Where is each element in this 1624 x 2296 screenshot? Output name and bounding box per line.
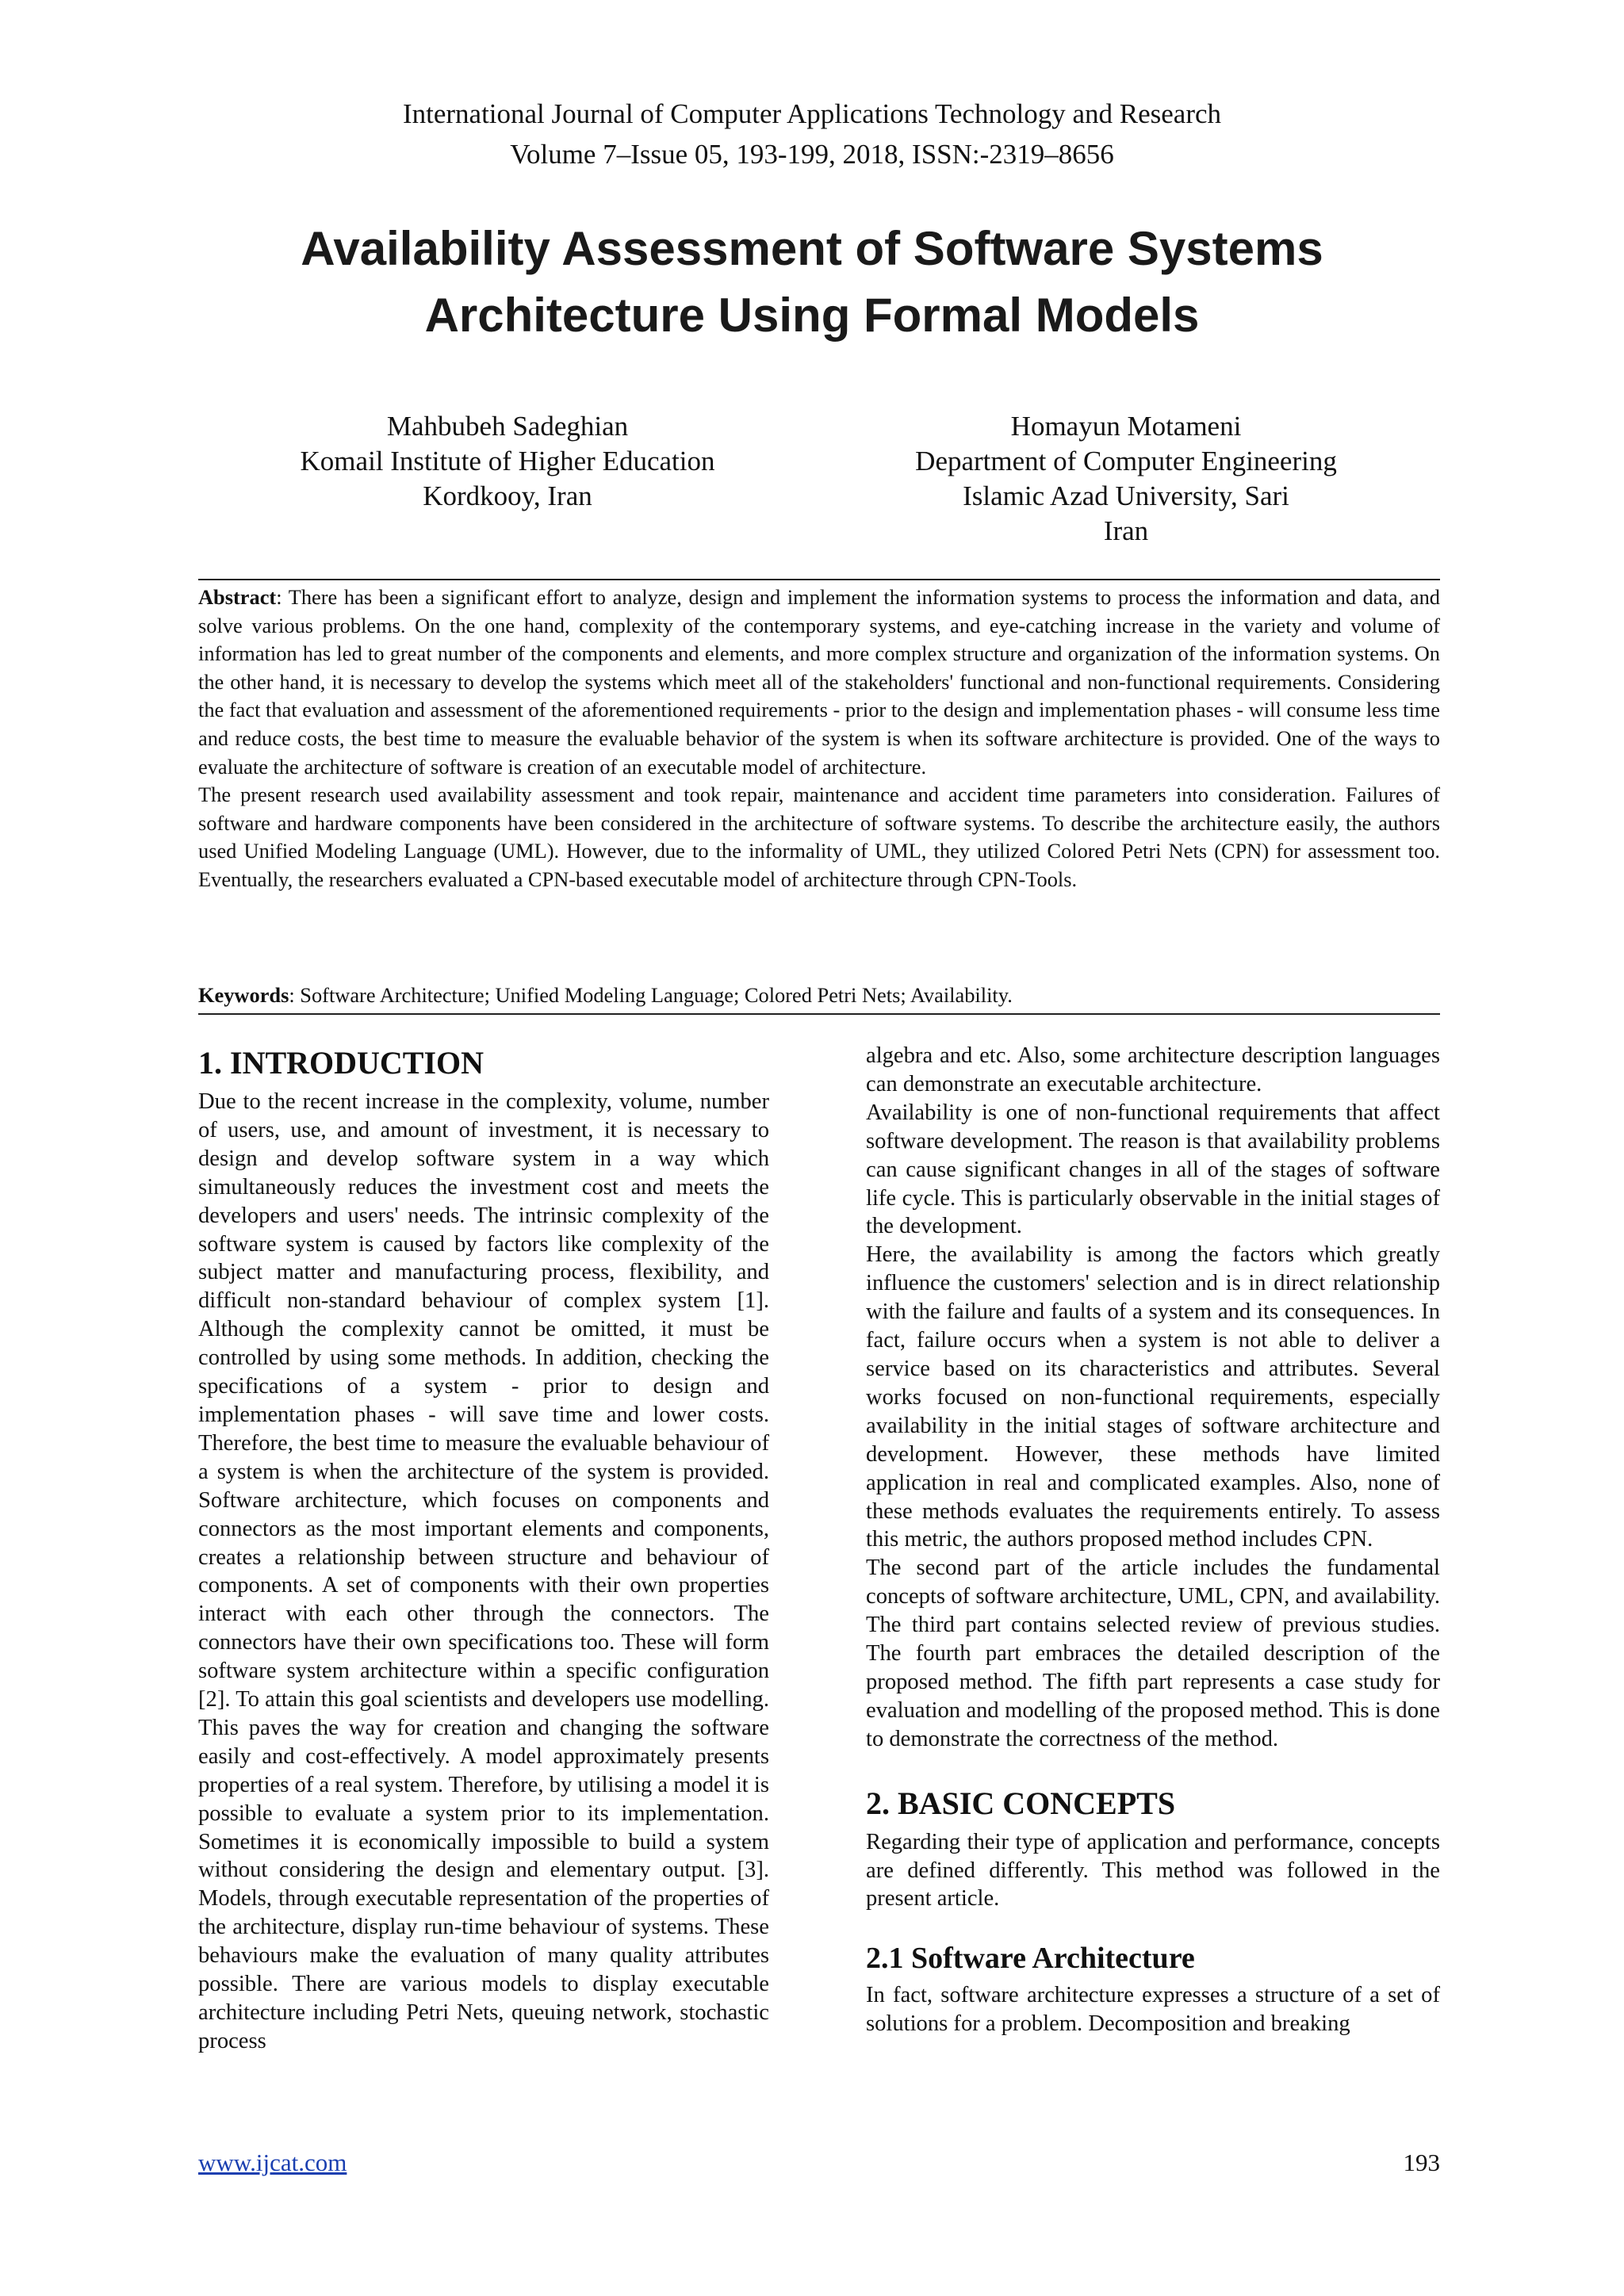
journal-volume: Volume 7–Issue 05, 193-199, 2018, ISSN:-2319–8656	[510, 139, 1114, 170]
author-name: Homayun Motameni	[1010, 411, 1242, 442]
abstract-top-rule	[198, 579, 1440, 580]
title-line-1: Availability Assessment of Software Systems	[301, 222, 1323, 275]
abstract-text: : There has been a significant effort to analyze, design and implement the information systems to process the information and data, and solve various problems. On the one hand, complexity of the contemporary systems, and eye-catching increase in the variety and volume of information has led to great number of the components and elements, and more complex structure and organization of the information systems. On the other hand, it is necessary to develop the systems which meet all of the stakeholders' functional and non-functional requirements. Considering the fact that evaluation and assessment of the aforementioned requirements - prior to the design and implementation phases - will consume less time and reduce costs, the best time to measure the evaluable behavior of the system is when its software architecture is provided. One of the ways to evaluate the architecture of software is creation of an executable model of architecture.	[198, 585, 1440, 779]
author-affiliation: Department of Computer Engineering	[915, 446, 1337, 476]
section-heading-basic-concepts: 2. BASIC CONCEPTS	[866, 1785, 1176, 1821]
abstract-label: Abstract	[198, 585, 277, 609]
author-name: Mahbubeh Sadeghian	[386, 411, 629, 442]
left-column	[198, 1042, 769, 2056]
body-paragraph: The second part of the article includes the fundamental concepts of software architecture, UML, CPN, and availability. The third part contains selected review of previous studies. The fourth part embraces the detailed description of the proposed method. The fifth part represents a case study for evaluation and modelling of the proposed method. This is done to demonstrate the correctness of the method.	[866, 1556, 1440, 1751]
right-column	[866, 1042, 1440, 2038]
body-paragraph: Due to the recent increase in the complexity, volume, number of users, use, and amount of investment, it is necessary to design and develop software system in a way which simultaneously reduces the investment cost and meets the developers and users' needs. The intrinsic complexity of the software system is caused by factors like complexity of the subject matter and manufacturing process, flexibility, and difficult non-standard behaviour of complex system [1]. Although the complexity cannot be omitted, it must be controlled by using some methods. In addition, checking the specifications of a system - prior to design and implementation phases - will save time and lower costs. Therefore, the best time to measure the evaluable behaviour of a system is when the architecture of the system is provided. Software architecture, which focuses on components and connectors as the most important elements and components, creates a relationship between structure and behaviour of components. A set of components with their own properties interact with each other through the connectors. The connectors have their own specifications too. These will form software system architecture within a specific configuration [2]. To attain this goal scientists and developers use modelling. This paves the way for creation and changing the software easily and cost-effectively. A model approximately presents properties of a real system. Therefore, by utilising a model it is possible to evaluate a system prior to its implementation. Sometimes it is economically impossible to build a system without considering the design and elementary output. [3]. Models, through executable representation of the properties of the architecture, display run-time behaviour of systems. These behaviours make the evaluation of many quality attributes possible. There are various models to display executable architecture including Petri Nets, queuing network, stochastic process	[198, 1089, 769, 2053]
paper-title	[0, 216, 1624, 349]
subsection-heading-software-architecture: 2.1 Software Architecture	[866, 1942, 1195, 1976]
author-block-2	[880, 409, 1372, 549]
body-paragraph: algebra and etc. Also, some architecture description languages can demonstrate an executable architecture.	[866, 1043, 1440, 1096]
keywords-bottom-rule	[198, 1013, 1440, 1015]
journal-website-link[interactable]: www.ijcat.com	[198, 2149, 347, 2176]
body-paragraph: In fact, software architecture expresses a structure of a set of solutions for a problem. Decomposition and breaking	[866, 1983, 1440, 2037]
journal-name: International Journal of Computer Applications Technology and Research	[402, 98, 1222, 129]
abstract	[198, 584, 1440, 894]
journal-header	[0, 94, 1624, 174]
author-affiliation: Islamic Azad University, Sari	[963, 480, 1289, 511]
author-affiliation: Komail Institute of Higher Education	[300, 446, 715, 476]
abstract-paragraph-1	[198, 584, 1440, 781]
body-paragraph: Here, the availability is among the factors which greatly influence the customers' selection and is in direct relationship with the failure and faults of a system and its consequences. In fact, failure occurs when a system is not able to deliver a service based on its characteristics and attributes. Several works focused on non-functional requirements, especially availability in the initial stages of software architecture and development. However, these methods have limited application in real and complicated examples. Also, none of these methods evaluates the requirements entirely. To assess this metric, the authors proposed method includes CPN.	[866, 1242, 1440, 1552]
author-affiliation: Kordkooy, Iran	[423, 480, 592, 511]
body-paragraph: Availability is one of non-functional requirements that affect software development. The reason is that availability problems can cause significant changes in all of the stages of software life cycle. This is particularly observable in the initial stages of the development.	[866, 1100, 1440, 1239]
author-block-1	[270, 409, 745, 514]
page-number: 193	[1403, 2149, 1440, 2176]
keywords	[198, 981, 1440, 1009]
author-affiliation: Iran	[1103, 515, 1149, 546]
section-heading-introduction: 1. INTRODUCTION	[198, 1045, 485, 1081]
keywords-text: : Software Architecture; Unified Modeling Language; Colored Petri Nets; Availability.	[289, 983, 1013, 1007]
keywords-label: Keywords	[198, 983, 289, 1007]
title-line-2: Architecture Using Formal Models	[424, 289, 1200, 342]
body-paragraph: Regarding their type of application and performance, concepts are defined differently. This method was followed in the present article.	[866, 1829, 1440, 1911]
abstract-paragraph-2: The present research used availability assessment and took repair, maintenance and accident time parameters into consideration. Failures of software and hardware components have been considered in the architecture of software systems. To describe the architecture easily, the authors used Unified Modeling Language (UML). However, due to the informality of UML, they utilized Colored Petri Nets (CPN) for assessment too. Eventually, the researchers evaluated a CPN-based executable model of architecture through CPN-Tools.	[198, 783, 1440, 891]
